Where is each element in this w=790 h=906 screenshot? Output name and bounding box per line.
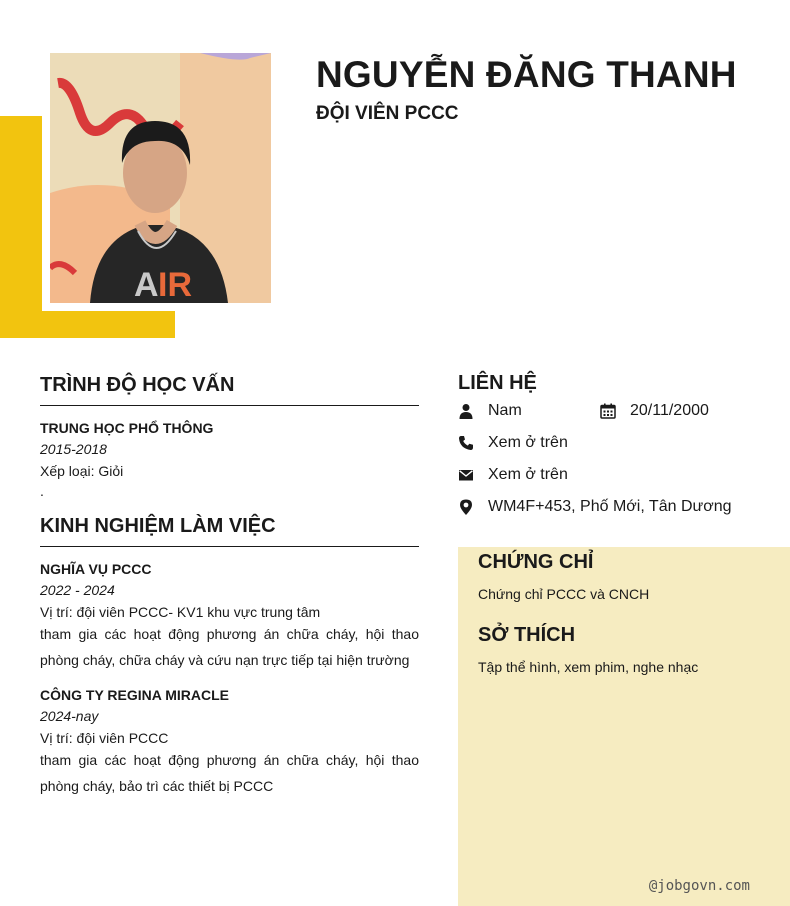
watermark: @jobgovn.com xyxy=(648,878,750,894)
experience-company: CÔNG TY REGINA MIRACLE xyxy=(40,687,230,703)
experience-period: 2022 - 2024 xyxy=(40,582,115,598)
experience-entry xyxy=(40,561,419,673)
left-column xyxy=(40,374,419,799)
hobbies-title: SỞ THÍCH xyxy=(478,624,576,646)
certificates-text: Chứng chỉ PCCC và CNCH xyxy=(478,586,650,602)
experience-period: 2024-nay xyxy=(40,708,99,724)
person-icon xyxy=(458,402,474,420)
experience-entry xyxy=(40,687,419,799)
education-extra: . xyxy=(40,483,44,499)
experience-position: Vị trí: đội viên PCCC- KV1 khu vực trung tâm xyxy=(40,604,321,620)
education-title: TRÌNH ĐỘ HỌC VẤN xyxy=(40,374,419,406)
birthdate-value: 20/11/2000 xyxy=(630,402,709,419)
svg-text:A: A xyxy=(134,266,159,303)
education-detail: Xếp loại: Giỏi xyxy=(40,463,124,479)
candidate-role: ĐỘI VIÊN PCCC xyxy=(316,103,459,124)
phone-icon xyxy=(458,434,474,452)
contact-row-gender-birthdate xyxy=(458,395,790,427)
calendar-icon xyxy=(600,402,616,420)
certificates-title: CHỨNG CHỈ xyxy=(478,551,594,573)
email-value: Xem ở trên xyxy=(488,466,568,483)
experience-description: tham gia các hoạt động phương án chữa cháy, hội thao phòng cháy, bảo trì các thiết bị PCCC xyxy=(40,752,419,794)
education-school: TRUNG HỌC PHỔ THÔNG xyxy=(40,420,214,436)
contact-row-address xyxy=(458,491,790,523)
contact-row-phone xyxy=(458,427,790,459)
education-entry xyxy=(40,420,419,499)
profile-photo xyxy=(50,53,271,303)
contact-row-email xyxy=(458,459,790,491)
experience-position: Vị trí: đội viên PCCC xyxy=(40,730,169,746)
gender-value: Nam xyxy=(488,402,522,419)
contact-section xyxy=(458,372,790,523)
education-period: 2015-2018 xyxy=(40,441,107,457)
experience-title: KINH NGHIỆM LÀM VIỆC xyxy=(40,515,419,547)
location-pin-icon xyxy=(458,498,474,516)
experience-description: tham gia các hoạt động phương án chữa cháy, hội thao phòng cháy, chữa cháy và cứu nạn trực tiếp tại hiện trường xyxy=(40,626,419,668)
hobbies-text: Tập thể hình, xem phim, nghe nhạc xyxy=(478,659,699,675)
side-panel xyxy=(458,547,790,906)
svg-text:IR: IR xyxy=(158,266,192,303)
candidate-name: NGUYỄN ĐĂNG THANH xyxy=(316,54,737,95)
mail-icon xyxy=(458,466,474,484)
address-value: WM4F+453, Phố Mới, Tân Dương xyxy=(488,498,732,515)
contact-title: LIÊN HỆ xyxy=(458,372,537,394)
experience-company: NGHĨA VỤ PCCC xyxy=(40,561,152,577)
phone-value: Xem ở trên xyxy=(488,434,568,451)
